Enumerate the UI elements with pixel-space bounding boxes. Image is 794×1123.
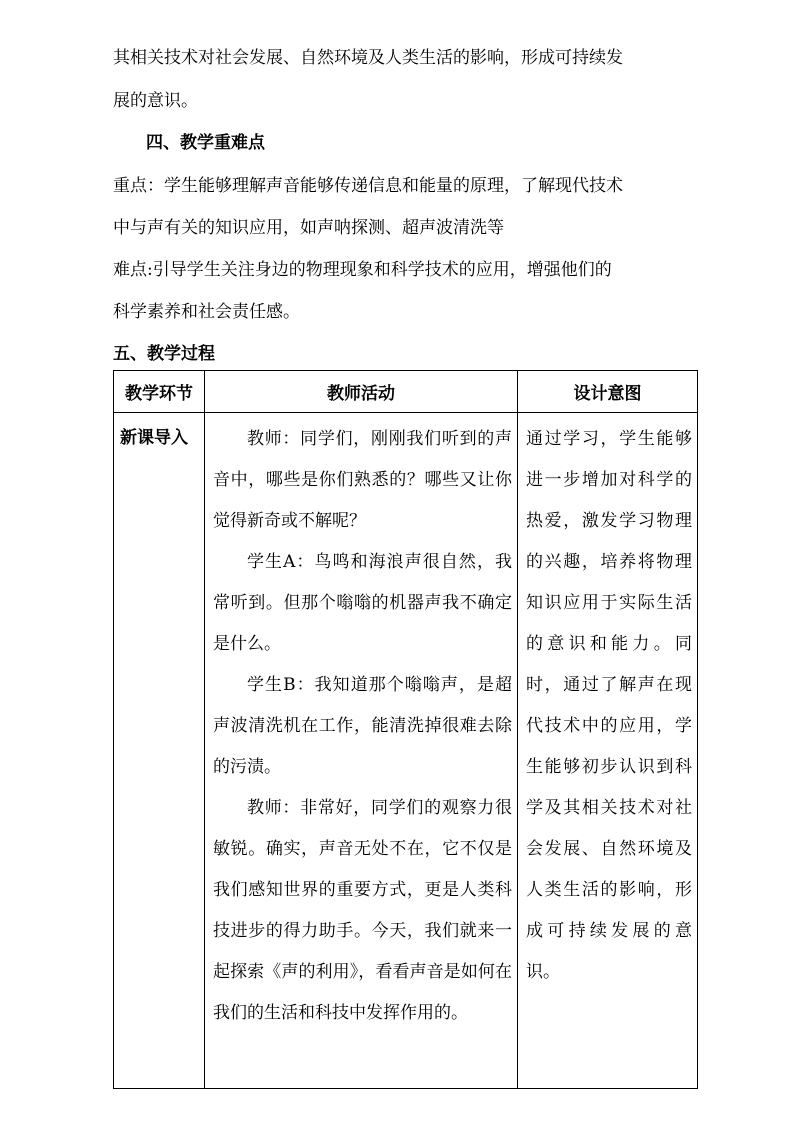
header-design-intent: 设计意图: [518, 371, 698, 413]
dialogue-paragraph: 教师：非常好，同学们的观察力很敏锐。确实，声音无处不在，它不仅是我们感知世界的重要方式，更是人类科技进步的得力助手。今天，我们就来一起探索《声的利用》，看看声音是如何在我们的生活和科技中发挥作用的。: [213, 798, 512, 1023]
intro-continuation-line2: 展的意识。: [113, 91, 198, 111]
difficult-point-line2: 科学素养和社会责任感。: [113, 302, 300, 322]
difficult-point-line1: 难点:引导学生关注身边的物理现象和科学技术的应用，增强他们的: [113, 260, 612, 280]
header-teacher-activity: 教师活动: [205, 371, 518, 413]
table-row: [114, 413, 698, 1089]
dialogue-paragraph: 学生A：鸟鸣和海浪声很自然，我常听到。但那个嗡嗡的机器声我不确定是什么。: [213, 552, 512, 654]
key-point-line2: 中与声有关的知识应用，如声呐探测、超声波清洗等: [113, 218, 504, 238]
dialogue-paragraph: 学生B：我知道那个嗡嗡声，是超声波清洗机在工作，能清洗掉很难去除的污渍。: [213, 675, 512, 777]
header-stage: 教学环节: [114, 371, 205, 413]
intro-continuation-line1: 其相关技术对社会发展、自然环境及人类生活的影响，形成可持续发: [113, 48, 623, 68]
design-intent-cell: [518, 413, 698, 1089]
stage-cell: 新课导入: [114, 413, 205, 1089]
section4-title: 四、教学重难点: [146, 133, 265, 153]
table-header-row: [114, 371, 698, 413]
key-point-line1: 重点：学生能够理解声音能够传递信息和能量的原理，了解现代技术: [113, 176, 623, 196]
section5-title: 五、教学过程: [113, 344, 215, 364]
teaching-process-table: [113, 370, 698, 1089]
design-intent-text: 通过学习，学生能够进一步增加对科学的热爱，激发学习物理的兴趣，培养将物理知识应用于实际生活的意识和能力。同时，通过了解声在现代技术中的应用，学生能够初步认识到科学及其相关技术对社会发展、自然环境及人类生活的影响，形成可持续发展的意识。: [526, 429, 692, 982]
teacher-activity-cell: [205, 413, 518, 1089]
dialogue-paragraph: 教师：同学们，刚刚我们听到的声音中，哪些是你们熟悉的？哪些又让你觉得新奇或不解呢？: [213, 429, 512, 531]
